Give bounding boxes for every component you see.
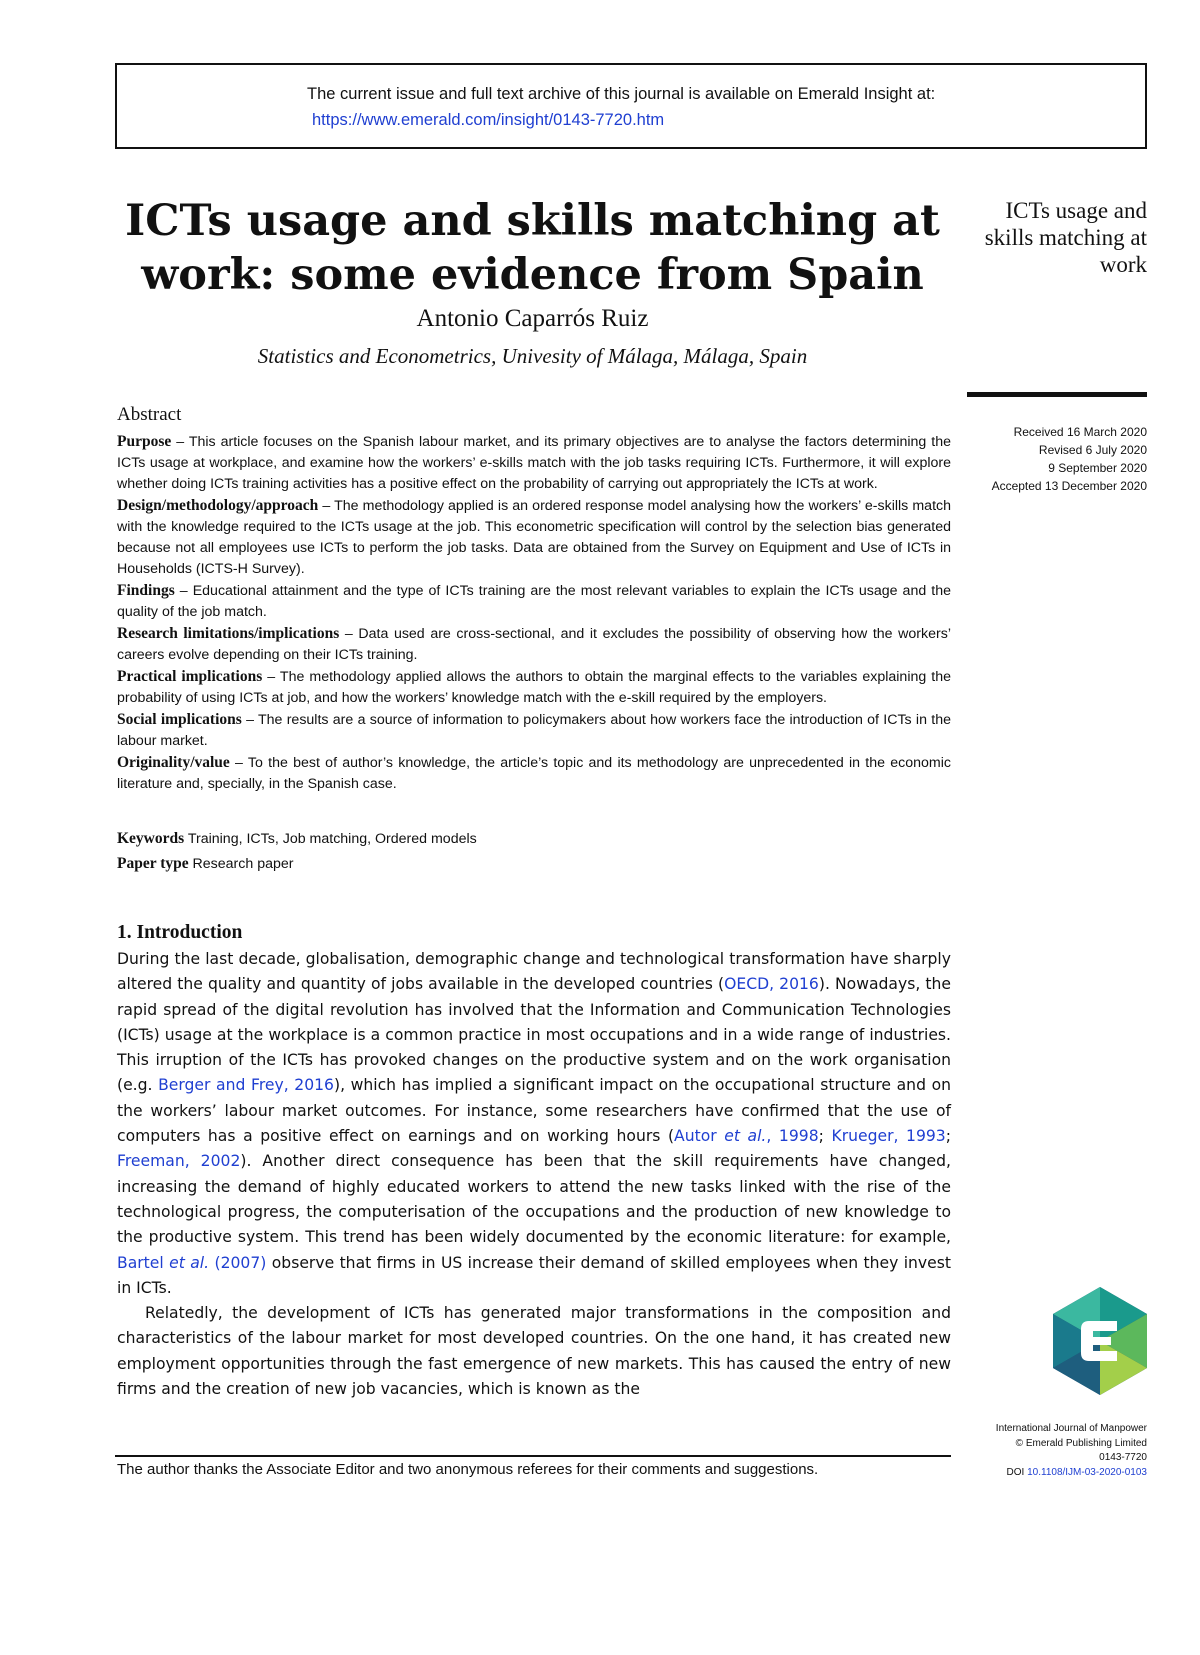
abstract-text: – To the best of author’s knowledge, the article’s topic and its methodology are unprecedented in the economic literature and, specially, in the Spanish case. xyxy=(117,755,951,792)
introduction-body xyxy=(117,947,951,1402)
citation-link[interactable]: Berger and Frey, 2016 xyxy=(158,1076,334,1095)
text-run: observe that firms in US increase their demand of skilled employees when they invest in ICTs. xyxy=(117,1253,951,1297)
citation-link[interactable]: Freeman, 2002 xyxy=(117,1152,241,1171)
abstract-text: – Data used are cross-sectional, and it excludes the possibility of observing how the workers’ careers evolve depending on their ICTs training. xyxy=(117,626,951,663)
publisher-name: © Emerald Publishing Limited xyxy=(1015,1437,1147,1449)
received-dates xyxy=(927,423,1147,495)
doi-label: DOI xyxy=(1006,1466,1028,1478)
abstract-text: – This article focuses on the Spanish labour market, and its primary objectives are to analyse the factors determining the ICTs usage at workplace, and examine how the workers’ e-skills match with the job tasks requiring ICTs. Furthermore, it will explore whether doing ICTs training activities has a positive effect on the probability of carrying out appropriately the ICTs at work. xyxy=(117,434,951,492)
date-accepted: Accepted 13 December 2020 xyxy=(991,479,1147,493)
abstract-label: Research limitations/implications xyxy=(117,625,340,642)
author-name: Antonio Caparrós Ruiz xyxy=(416,305,649,332)
abstract-label: Practical implications xyxy=(117,668,263,685)
journal-info xyxy=(907,1422,1147,1480)
text-run: ; xyxy=(818,1127,832,1146)
abstract-text: – The methodology applied is an ordered response model analysing how the workers’ e-skills match with the knowledge required to the ICTs usage at the job. This econometric specification will control by the selection bias generated because not all employees use ICTs to perform the job tasks. Data are obtained from the Survey on Equipment and Use of ICTs in Households (ICTS-H Survey). xyxy=(117,498,951,577)
date-received: Received 16 March 2020 xyxy=(1013,425,1147,439)
abstract-text: – The results are a source of information to policymakers about how workers face the introduction of ICTs in the labour market. xyxy=(117,712,951,749)
abstract-label: Social implications xyxy=(117,711,242,728)
running-title: ICTs usage and skills matching at work xyxy=(984,198,1147,277)
abstract-purpose xyxy=(117,431,951,495)
citation-link[interactable]: (2007) xyxy=(209,1253,267,1272)
citation-link[interactable]: Bartel xyxy=(117,1253,170,1272)
acknowledgement-footnote: The author thanks the Associate Editor and two anonymous referees for their comments and suggestions. xyxy=(117,1461,819,1478)
text-run: During the last decade, globalisation, demographic change and technological transformation have sharply altered the quality and quantity of jobs available in the developed countries ( xyxy=(117,950,951,994)
date-revised: Revised 6 July 2020 xyxy=(1038,443,1147,457)
paper-type-line xyxy=(117,855,294,873)
intro-paragraph-2: Relatedly, the development of ICTs has generated major transformations in the composition and characteristics of the labour market for most developed countries. On the one hand, it has created new employment opportunities through the fast emergence of new markets. This has caused the entry of new firms and the creation of new job vacancies, which is known as the xyxy=(117,1304,951,1399)
journal-issn: 0143-7720 xyxy=(1099,1452,1147,1463)
text-run: ), which has implied a significant impact on the occupational structure and on the workers’ labour market outcomes. For instance, some researchers have confirmed that the use of computers has a positive effect on earnings and on working hours ( xyxy=(117,1076,952,1146)
abstract-body xyxy=(117,431,951,795)
emerald-logo xyxy=(1053,1287,1147,1395)
text-run: ). Nowadays, the rapid spread of the digital revolution has involved that the Information and Communication Technologies (ICTs) usage at the workplace is a common practice in most occupations and in a wide range of industries. This irruption of the ICTs has provoked changes on the productive system and on the work organisation (e.g. xyxy=(117,975,952,1095)
journal-banner xyxy=(115,63,1147,149)
side-divider xyxy=(967,392,1147,397)
abstract-text: – Educational attainment and the type of ICTs training are the most relevant variables to explain the ICTs usage and the quality of the job match. xyxy=(117,583,951,620)
banner-url-link[interactable]: https://www.emerald.com/insight/0143-7720.htm xyxy=(312,111,665,129)
citation-link[interactable]: et al. xyxy=(724,1127,767,1146)
abstract-findings xyxy=(117,580,951,623)
citation-link[interactable]: Autor xyxy=(674,1127,725,1146)
date-revised-2: 9 September 2020 xyxy=(1048,461,1147,475)
abstract-practical xyxy=(117,666,951,709)
abstract-label: Originality/value xyxy=(117,754,230,771)
footnote-rule xyxy=(115,1455,951,1457)
citation-link[interactable]: OECD, 2016 xyxy=(724,975,819,994)
article-title: ICTs usage and skills matching at work: some evidence from Spain xyxy=(125,196,940,300)
abstract-label: Design/methodology/approach xyxy=(117,497,319,514)
paper-type-label: Paper type xyxy=(117,855,189,872)
keywords-label: Keywords xyxy=(117,830,185,847)
citation-link[interactable]: , 1998 xyxy=(766,1127,819,1146)
abstract-limitations xyxy=(117,623,951,666)
abstract-heading: Abstract xyxy=(117,404,182,425)
paper-type-text: Research paper xyxy=(188,856,294,872)
abstract-originality xyxy=(117,752,951,795)
intro-paragraph-1 xyxy=(117,947,951,1301)
citation-link[interactable]: et al. xyxy=(169,1253,210,1272)
banner-text: The current issue and full text archive of this journal is available on Emerald Insight at: xyxy=(307,85,936,103)
doi-line xyxy=(907,1466,1147,1481)
abstract-design xyxy=(117,495,951,580)
text-run: ). Another direct consequence has been that the skill requirements have changed, increasing the demand of highly educated workers to attend the new tasks linked with the rise of the technological progress, the computerisation of the occupations and the production of new knowledge to the productive system. This trend has been widely documented by the economic literature: for example, xyxy=(117,1152,952,1247)
keywords-line xyxy=(117,830,477,848)
keywords-text: Training, ICTs, Job matching, Ordered models xyxy=(184,831,477,847)
text-run: ; xyxy=(945,1127,951,1146)
abstract-label: Findings xyxy=(117,582,175,599)
abstract-label: Purpose xyxy=(117,433,172,450)
abstract-text: – The methodology applied allows the authors to obtain the marginal effects to the variables explaining the probability of using ICTs at job, and how the workers’ knowledge match with the e-skill required by the employers. xyxy=(117,669,951,706)
section-heading-introduction: 1. Introduction xyxy=(117,922,243,943)
citation-link[interactable]: Krueger, 1993 xyxy=(831,1127,946,1146)
journal-name: International Journal of Manpower xyxy=(995,1423,1147,1434)
author-affiliation: Statistics and Econometrics, Univesity of Málaga, Málaga, Spain xyxy=(257,344,808,368)
abstract-social xyxy=(117,709,951,752)
doi-link[interactable]: 10.1108/IJM-03-2020-0103 xyxy=(1027,1466,1147,1478)
